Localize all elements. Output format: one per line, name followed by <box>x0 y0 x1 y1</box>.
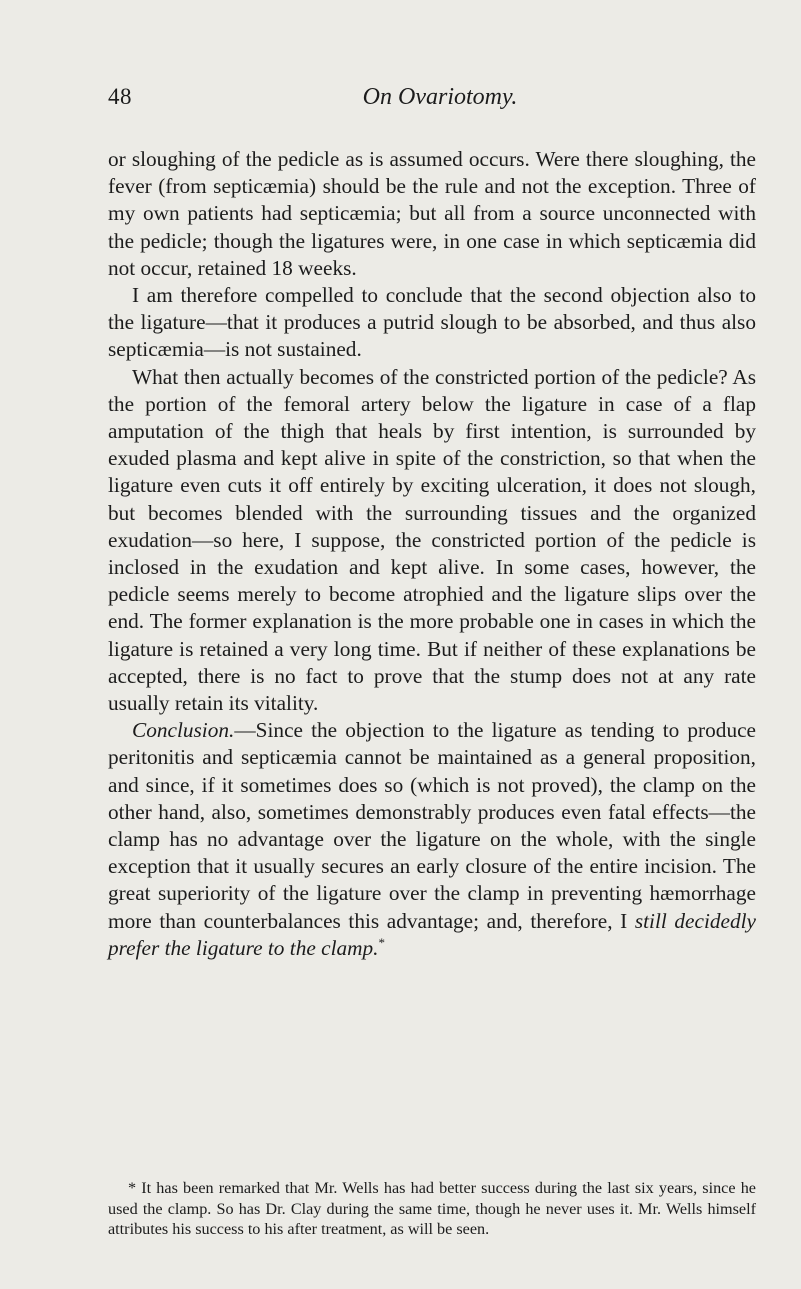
paragraph-1-text: or sloughing of the pedicle as is assumed occurs. Were there sloughing, the fever (from septicæmia) should be the rule and not the exception. Three of my own patients had septicæmia; but all from a source unconnected with the pedicle; though the ligatures were, in one case in which septicæmia did not occur, retained 18 weeks. <box>108 147 756 280</box>
paragraph-1 <box>108 146 756 282</box>
footnote-mark: * <box>128 1179 137 1197</box>
paragraph-3 <box>108 364 756 718</box>
paragraph-2 <box>108 282 756 364</box>
footnote <box>108 1178 756 1240</box>
conclusion-emphasis: still decidedly prefer the ligature to the clamp. <box>108 908 756 960</box>
page-number: 48 <box>108 84 132 109</box>
paragraph-2-text: I am therefore compelled to conclude that the second objection also to the ligature—that it produces a putrid slough to be absorbed, and thus also septicæmia—is not sustained. <box>108 283 756 362</box>
footnote-text: It has been remarked that Mr. Wells has had better success during the last six years, since he used the clamp. So has Dr. Clay during the same time, though he never uses it. Mr. Wells himself attributes his success to his after treatment, as will be seen. <box>108 1179 756 1238</box>
footnote-reference-mark: * <box>378 934 385 950</box>
body-text <box>108 146 756 962</box>
running-title: On Ovariotomy. <box>362 84 518 110</box>
paragraph-conclusion <box>108 717 756 962</box>
conclusion-heading: Conclusion. <box>132 718 235 743</box>
page-header <box>108 84 756 116</box>
conclusion-text: —Since the objection to the ligature as tending to produce peritonitis and septicæmia cannot be maintained as a general proposition, and since, if it sometimes does so (which is not proved), the clamp on the other hand, also, sometimes demonstrably produces even fatal effects—the clamp has no advantage over the ligature on the whole, with the single exception that it usually secures an early closure of the entire incision. The great superiority of the ligature over the clamp in preventing hæmorrhage more than counterbalances this advantage; and, therefore, I <box>108 718 756 933</box>
paragraph-3-text: What then actually becomes of the constricted portion of the pedicle? As the portion of the femoral artery below the ligature in case of a flap amputation of the thigh that heals by first intention, is surrounded by exuded plasma and kept alive in spite of the constriction, so that when the ligature even cuts it off entirely by exciting ulceration, it does not slough, but becomes blended with the surrounding tissues and the organized exudation—so here, I suppose, the constricted portion of the pedicle is inclosed in the exudation and kept alive. In some cases, however, the pedicle seems merely to become atrophied and the ligature slips over the end. The former explanation is the more probable one in cases in which the ligature is retained a very long time. But if neither of these explanations be accepted, there is no fact to prove that the stump does not at any rate usually retain its vitality. <box>108 364 756 716</box>
